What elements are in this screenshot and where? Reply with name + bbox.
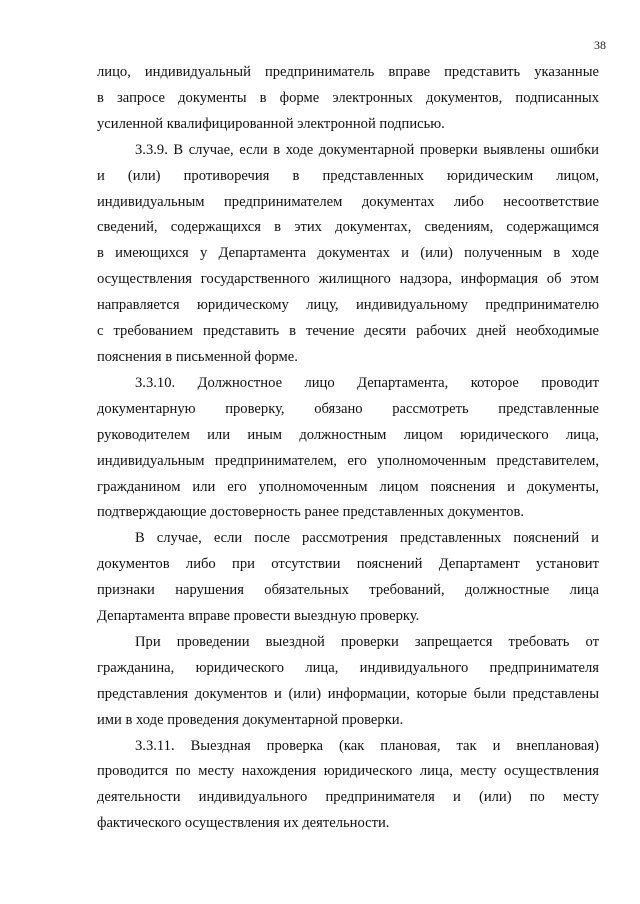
- text-line: в имеющихся у Департамента документах и (или) полученным в ходе: [97, 245, 599, 262]
- paragraph-p3: [97, 526, 599, 630]
- text-line: лицо, индивидуальный предприниматель вправе представить указанные: [97, 64, 599, 80]
- text-line: признаки нарушения обязательных требований, должностные лица: [97, 582, 599, 599]
- text-line: осуществления государственного жилищного надзора, информация об этом: [97, 271, 599, 288]
- text-line: индивидуальным предпринимателем документах либо несоответствие: [97, 193, 599, 210]
- text-line-content: В случае, если после рассмотрения представленных пояснений и: [135, 530, 599, 547]
- text-line: гражданина, юридического лица, индивидуального предпринимателя: [97, 659, 599, 676]
- text-line: фактического осуществления их деятельности.: [97, 815, 390, 832]
- text-line: представления документов и (или) информации, которые были представлены: [97, 685, 599, 702]
- text-line: [97, 734, 599, 760]
- page-number: 38: [594, 38, 606, 52]
- text-line-content: При проведении выездной проверки запрещается требовать от: [135, 633, 599, 650]
- text-line: [97, 630, 599, 656]
- text-line: документарную проверку, обязано рассмотреть представленные: [97, 400, 599, 417]
- text-line: пояснения в письменной форме.: [97, 348, 298, 365]
- text-line: документов либо при отсутствии пояснений Департамент установит: [97, 556, 599, 573]
- text-line: направляется юридическому лицу, индивидуальному предпринимателю: [97, 297, 599, 314]
- document-body: [97, 60, 599, 837]
- text-line: индивидуальным предпринимателем, его уполномоченным представителем,: [97, 452, 599, 469]
- text-line: [97, 138, 599, 164]
- paragraph-p0: [97, 60, 599, 138]
- text-line: [97, 526, 599, 552]
- text-line: Департамента вправе провести выездную проверку.: [97, 608, 420, 625]
- text-line: гражданином или его уполномоченным лицом пояснения и документы,: [97, 478, 599, 495]
- text-line: руководителем или иным должностным лицом юридического лица,: [97, 426, 599, 443]
- text-line-content: 3.3.11. Выездная проверка (как плановая, так и внеплановая): [135, 737, 599, 754]
- text-line: с требованием представить в течение десяти рабочих дней необходимые: [97, 323, 599, 340]
- text-line: деятельности индивидуального предпринимателя и (или) по месту: [97, 789, 599, 806]
- paragraph-p4: [97, 630, 599, 734]
- text-line: проводится по месту нахождения юридического лица, месту осуществления: [97, 763, 599, 780]
- text-line: в запросе документы в форме электронных документов, подписанных: [97, 89, 599, 106]
- text-line-content: 3.3.9. В случае, если в ходе документарной проверки выявлены ошибки: [135, 141, 599, 158]
- paragraph-p1: [97, 138, 599, 371]
- text-line: подтверждающие достоверность ранее представленных документов.: [97, 504, 524, 521]
- text-line: и (или) противоречия в представленных юридическим лицом,: [97, 167, 599, 184]
- text-line: [97, 371, 599, 397]
- text-line-content: 3.3.10. Должностное лицо Департамента, которое проводит: [135, 374, 599, 391]
- paragraph-p2: [97, 371, 599, 526]
- text-line: ими в ходе проведения документарной проверки.: [97, 711, 404, 728]
- text-line: усиленной квалифицированной электронной подписью.: [97, 115, 445, 132]
- text-line: сведений, содержащихся в этих документах, сведениям, содержащимся: [97, 219, 599, 236]
- paragraph-p5: [97, 734, 599, 838]
